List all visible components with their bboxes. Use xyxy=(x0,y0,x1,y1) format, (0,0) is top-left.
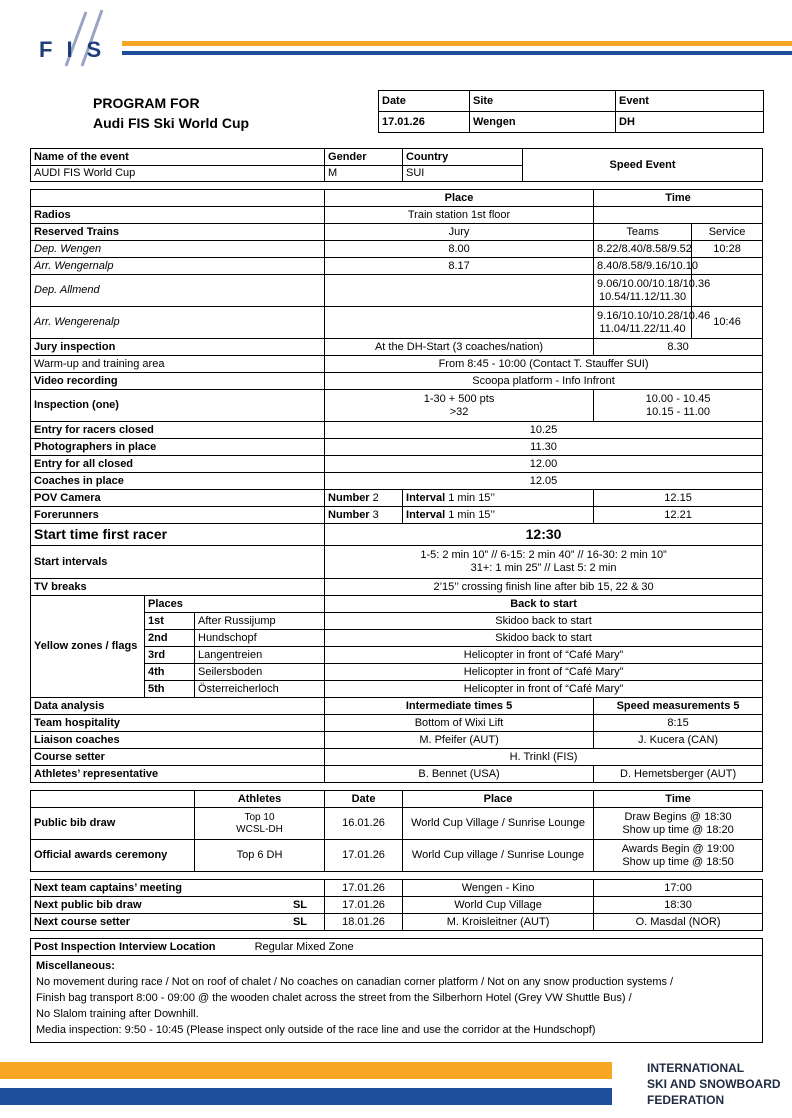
jury-inspection-time: 8.30 xyxy=(594,339,763,356)
pov-interval-value: 1 min 15’’ xyxy=(448,491,496,504)
yellow-place: Österreicherloch xyxy=(195,681,325,698)
radios-time xyxy=(594,207,763,224)
yellow-rank: 2nd xyxy=(145,630,195,647)
next-captains-place: Wengen - Kino xyxy=(403,880,594,897)
trains-teams: Teams xyxy=(594,224,692,241)
post-inspection-value: Regular Mixed Zone xyxy=(254,940,354,953)
pov-interval-label: Interval xyxy=(406,491,446,504)
dep-allmend-teams-1: 9.06/10.00/10.18/10.36 xyxy=(597,277,711,290)
bib-draw-time xyxy=(594,808,763,840)
event-label: Event xyxy=(616,91,764,112)
bib-draw-athletes xyxy=(195,808,325,840)
next-bib-time: 18:30 xyxy=(594,897,763,914)
gender-value: M xyxy=(325,166,403,182)
arr-wengerenalp-teams xyxy=(594,307,711,339)
dep-wengen-jury: 8.00 xyxy=(325,241,594,258)
next-bib-label xyxy=(31,897,325,914)
forerunners-interval-value: 1 min 15’’ xyxy=(448,508,496,521)
post-inspection-row xyxy=(31,939,763,956)
radios-label: Radios xyxy=(31,207,325,224)
yellow-back: Skidoo back to start xyxy=(325,630,763,647)
site-value: Wengen xyxy=(470,112,616,133)
intervals-label: Start intervals xyxy=(31,546,325,579)
place-header-2: Place xyxy=(403,791,594,808)
bib-draw-label: Public bib draw xyxy=(31,808,195,840)
inspection-label: Inspection (one) xyxy=(31,390,325,422)
video-label: Video recording xyxy=(31,373,325,390)
speed-measurements: Speed measurements 5 xyxy=(594,698,763,715)
inspection-time-1: 10.00 - 10.45 xyxy=(645,392,711,405)
awards-time xyxy=(594,840,763,872)
fis-logo xyxy=(30,8,115,68)
gender-label: Gender xyxy=(325,149,403,166)
video-value: Scoopa platform - Info Infront xyxy=(325,373,763,390)
pov-number-value: 2 xyxy=(372,491,379,504)
athletes-rep-label: Athletes’ representative xyxy=(31,766,325,783)
arr-wengernalp-jury: 8.17 xyxy=(325,258,594,275)
awards-label: Official awards ceremony xyxy=(31,840,195,872)
next-bib-date: 17.01.26 xyxy=(325,897,403,914)
next-bib-disc: SL xyxy=(292,898,308,911)
program-title-line1: PROGRAM FOR xyxy=(93,95,200,111)
hospitality-time: 8:15 xyxy=(594,715,763,732)
radios-place: Train station 1st floor xyxy=(325,207,594,224)
pov-interval xyxy=(403,490,594,507)
dep-wengen-service: 10:28 xyxy=(692,241,763,258)
start-time-value: 12:30 xyxy=(325,524,763,546)
place-header: Place xyxy=(325,190,594,207)
tv-value: 2’15’’ crossing finish line after bib 15, 22 & 30 xyxy=(325,579,763,596)
awards-time-2: Show up time @ 18:50 xyxy=(622,855,734,868)
entry-all-label: Entry for all closed xyxy=(31,456,325,473)
next-setter-place: M. Kroisleitner (AUT) xyxy=(403,914,594,931)
hospitality-label: Team hospitality xyxy=(31,715,325,732)
inspection-time-2: 10.15 - 11.00 xyxy=(646,405,711,418)
athletes-header: Athletes xyxy=(195,791,325,808)
program-title-line2: Audi FIS Ski World Cup xyxy=(93,115,250,131)
yellow-back: Helicopter in front of “Café Mary” xyxy=(325,647,763,664)
event-name-label: Name of the event xyxy=(31,149,325,166)
arr-wengerenalp-teams-2: 11.04/11.22/11.40 xyxy=(599,322,686,335)
misc-line: No movement during race / Not on roof of chalet / No coaches on canadian corner platform / Not on any snow production systems / xyxy=(36,976,674,988)
warmup-label: Warm-up and training area xyxy=(31,356,325,373)
event-info-box xyxy=(378,90,764,133)
country-label: Country xyxy=(403,149,523,166)
program-title xyxy=(93,93,249,133)
yellow-place: Seilersboden xyxy=(195,664,325,681)
time-header: Time xyxy=(594,190,763,207)
forerunners-label: Forerunners xyxy=(31,507,325,524)
awards-athletes: Top 6 DH xyxy=(195,840,325,872)
date-header: Date xyxy=(325,791,403,808)
arr-wengernalp-service xyxy=(692,258,763,275)
photographers-time: 11.30 xyxy=(325,439,763,456)
miscellaneous xyxy=(31,956,763,1043)
athletes-rep-2: D. Hemetsberger (AUT) xyxy=(594,766,763,783)
spacer xyxy=(31,931,763,939)
yellow-rank: 4th xyxy=(145,664,195,681)
start-time-label: Start time first racer xyxy=(31,524,325,546)
next-setter-disc: SL xyxy=(292,915,308,928)
awards-place: World Cup village / Sunrise Lounge xyxy=(403,840,594,872)
misc-line: No Slalom training after Downhill. xyxy=(36,1008,199,1020)
photographers-label: Photographers in place xyxy=(31,439,325,456)
back-to-start-header: Back to start xyxy=(325,596,763,613)
header-stripe-blue xyxy=(122,51,792,55)
dep-wengen-teams: 8.22/8.40/8.58/9.52 xyxy=(594,241,692,258)
jury-inspection-place: At the DH-Start (3 coaches/nation) xyxy=(325,339,594,356)
date-label: Date xyxy=(379,91,470,112)
forerunners-time: 12.21 xyxy=(594,507,763,524)
site-label: Site xyxy=(470,91,616,112)
liaison-1: M. Pfeifer (AUT) xyxy=(325,732,594,749)
entry-closed-label: Entry for racers closed xyxy=(31,422,325,439)
next-setter-time: O. Masdal (NOR) xyxy=(594,914,763,931)
yellow-rank: 3rd xyxy=(145,647,195,664)
event-name: AUDI FIS World Cup xyxy=(31,166,325,182)
blank-cell xyxy=(31,791,195,808)
arr-wengerenalp-teams-1: 9.16/10.10/10.28/10.46 xyxy=(597,309,711,322)
bib-draw-athletes-1: Top 10 xyxy=(244,811,275,823)
intervals-line-1: 1-5: 2 min 10” // 6-15: 2 min 40” // 16-30: 2 min 10” xyxy=(420,549,667,561)
next-bib-text: Next public bib draw xyxy=(34,898,142,911)
fis-logo-text: FIS xyxy=(39,37,116,62)
liaison-2: J. Kucera (CAN) xyxy=(594,732,763,749)
yellow-place: Langentreien xyxy=(195,647,325,664)
footer-stripe-orange xyxy=(0,1062,612,1079)
yellow-back: Skidoo back to start xyxy=(325,613,763,630)
federation-line-2: SKI AND SNOWBOARD xyxy=(647,1077,781,1091)
blank-cell xyxy=(31,190,325,207)
footer-stripe-blue xyxy=(0,1088,612,1105)
tv-label: TV breaks xyxy=(31,579,325,596)
misc-title: Miscellaneous: xyxy=(36,960,115,972)
forerunners-interval-label: Interval xyxy=(406,508,446,521)
arr-wengerenalp-label: Arr. Wengerenalp xyxy=(31,307,325,339)
liaison-label: Liaison coaches xyxy=(31,732,325,749)
arr-wengernalp-label: Arr. Wengernalp xyxy=(31,258,325,275)
forerunners-number-label: Number xyxy=(328,508,370,521)
athletes-rep-1: B. Bennet (USA) xyxy=(325,766,594,783)
inspection-time xyxy=(594,390,763,422)
data-analysis-label: Data analysis xyxy=(31,698,325,715)
entry-closed-time: 10.25 xyxy=(325,422,763,439)
forerunners-interval xyxy=(403,507,594,524)
coaches-time: 12.05 xyxy=(325,473,763,490)
yellow-rank: 1st xyxy=(145,613,195,630)
yellow-back: Helicopter in front of “Café Mary” xyxy=(325,681,763,698)
intervals-line-2: 31+: 1 min 25” // Last 5: 2 min xyxy=(470,562,617,574)
inspection-place-2: >32 xyxy=(449,405,469,418)
speed-event: Speed Event xyxy=(523,149,763,182)
inspection-place-1: 1-30 + 500 pts xyxy=(423,392,495,405)
warmup-value: From 8:45 - 10:00 (Contact T. Stauffer SUI) xyxy=(325,356,763,373)
next-setter-label xyxy=(31,914,325,931)
intervals-value xyxy=(325,546,763,579)
next-captains-date: 17.01.26 xyxy=(325,880,403,897)
dep-allmend-jury xyxy=(325,275,594,307)
event-value: DH xyxy=(616,112,764,133)
pov-label: POV Camera xyxy=(31,490,325,507)
dep-allmend-teams-2: 10.54/11.12/11.30 xyxy=(599,290,687,303)
bib-draw-time-2: Show up time @ 18:20 xyxy=(622,823,734,836)
yellow-place: Hundschopf xyxy=(195,630,325,647)
next-setter-text: Next course setter xyxy=(34,915,130,928)
course-setter-label: Course setter xyxy=(31,749,325,766)
awards-date: 17.01.26 xyxy=(325,840,403,872)
trains-jury: Jury xyxy=(325,224,594,241)
post-inspection-label: Post Inspection Interview Location xyxy=(34,940,216,953)
dep-wengen-label: Dep. Wengen xyxy=(31,241,325,258)
federation-line-1: INTERNATIONAL xyxy=(647,1061,745,1075)
bib-draw-time-1: Draw Begins @ 18:30 xyxy=(624,810,732,823)
jury-inspection-label: Jury inspection xyxy=(31,339,325,356)
yellow-place: After Russijump xyxy=(195,613,325,630)
trains-service: Service xyxy=(692,224,763,241)
federation-name xyxy=(647,1060,781,1108)
awards-time-1: Awards Begin @ 19:00 xyxy=(621,842,735,855)
federation-line-3: FEDERATION xyxy=(647,1093,725,1107)
forerunners-number-value: 3 xyxy=(372,508,379,521)
hospitality-place: Bottom of Wixi Lift xyxy=(325,715,594,732)
forerunners-number xyxy=(325,507,403,524)
header-stripe-orange xyxy=(122,41,792,46)
next-captains-time: 17:00 xyxy=(594,880,763,897)
misc-line: Finish bag transport 8:00 - 09:00 @ the wooden chalet across the street from the Silberhorn Hotel (Grey VW Shuttle Bus) / xyxy=(36,992,632,1004)
places-header: Places xyxy=(145,596,325,613)
coaches-label: Coaches in place xyxy=(31,473,325,490)
next-captains-label: Next team captains’ meeting xyxy=(31,880,325,897)
next-bib-place: World Cup Village xyxy=(403,897,594,914)
misc-line: Media inspection: 9:50 - 10:45 (Please inspect only outside of the race line and use the corridor at the Hundschopf) xyxy=(36,1024,596,1036)
dep-allmend-label: Dep. Allmend xyxy=(31,275,325,307)
yellow-back: Helicopter in front of “Café Mary” xyxy=(325,664,763,681)
trains-label: Reserved Trains xyxy=(31,224,325,241)
arr-wengernalp-teams: 8.40/8.58/9.16/10.10 xyxy=(594,258,692,275)
inspection-place xyxy=(325,390,594,422)
arr-wengerenalp-service: 10:46 xyxy=(692,307,763,339)
pov-number xyxy=(325,490,403,507)
entry-all-time: 12.00 xyxy=(325,456,763,473)
arr-wengerenalp-jury xyxy=(325,307,594,339)
course-setter-value: H. Trinkl (FIS) xyxy=(325,749,763,766)
bib-draw-date: 16.01.26 xyxy=(325,808,403,840)
program-table xyxy=(30,148,763,1043)
pov-time: 12.15 xyxy=(594,490,763,507)
spacer xyxy=(31,182,763,190)
bib-draw-place: World Cup Village / Sunrise Lounge xyxy=(403,808,594,840)
spacer xyxy=(31,872,763,880)
bib-draw-athletes-2: WCSL-DH xyxy=(236,823,283,835)
intermediate-times: Intermediate times 5 xyxy=(325,698,594,715)
pov-number-label: Number xyxy=(328,491,370,504)
dep-allmend-teams xyxy=(594,275,711,307)
country-value: SUI xyxy=(403,166,523,182)
yellow-rank: 5th xyxy=(145,681,195,698)
yellow-zones-label: Yellow zones / flags xyxy=(31,596,145,698)
date-value: 17.01.26 xyxy=(379,112,470,133)
spacer xyxy=(31,783,763,791)
time-header-2: Time xyxy=(594,791,763,808)
next-setter-date: 18.01.26 xyxy=(325,914,403,931)
